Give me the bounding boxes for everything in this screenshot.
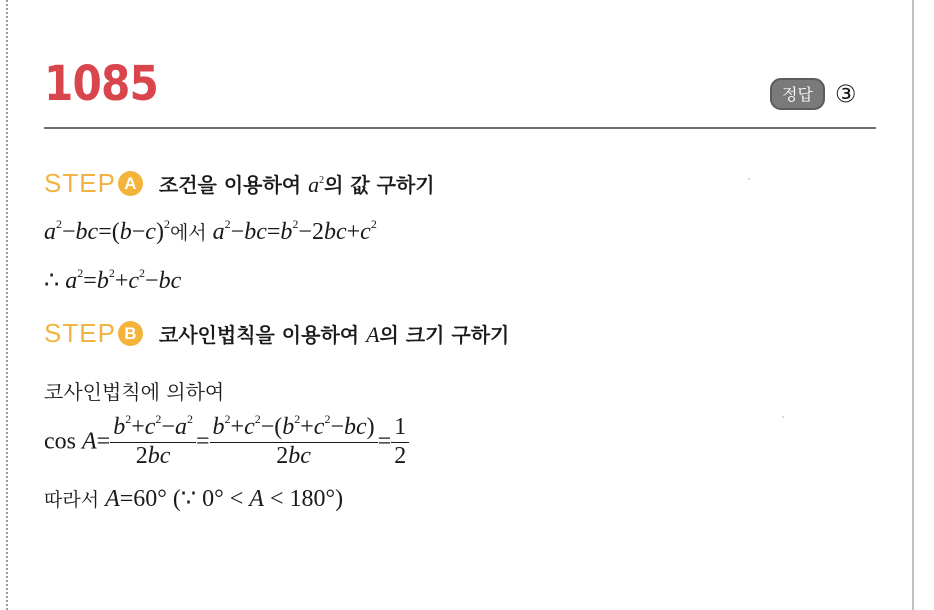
step-b-title-prefix: 코사인법칙을 이용하여 — [158, 323, 360, 347]
equation-line-2 — [44, 266, 181, 295]
answer-area — [770, 78, 856, 110]
left-margin-dotted-line — [6, 0, 8, 610]
step-a-label: STEP — [44, 168, 116, 198]
step-b-heading — [44, 318, 509, 349]
scan-speck — [782, 416, 784, 418]
answer-value: ③ — [834, 80, 857, 108]
step-a-title-exponent: 2 — [319, 175, 325, 186]
step-a-title-suffix: 의 값 구하기 — [324, 173, 435, 197]
fraction-2 — [210, 414, 378, 470]
fraction-3-denominator: 2 — [394, 442, 407, 469]
conclusion-korean: 따라서 — [44, 489, 100, 511]
result: A=60° — [105, 486, 167, 512]
conclusion-line — [44, 484, 343, 513]
fraction-1-denominator: 2bc — [135, 442, 171, 469]
eq1-korean: 에서 — [169, 222, 207, 244]
cos-lhs: cos A — [44, 428, 97, 455]
equation-line-1 — [44, 218, 377, 246]
eq2: $a^2=b^2+c^2-bc$ — [65, 266, 182, 294]
scan-speck — [748, 178, 750, 180]
step-b-label: STEP — [44, 318, 116, 348]
eq1-right: $a^2-bc=b^2-2bc+c^2$ — [212, 217, 377, 245]
cosine-equation: cos A= $\frac{b^2+c^2-a^2}{2bc}$ = $\frac{b^2+c^2-(b^2+c^2-bc)}{2bc}$ = $\frac{1}{2}$ — [44, 414, 409, 470]
step-b-circle-icon: B — [118, 321, 143, 346]
therefore-symbol: ∴ — [44, 268, 60, 294]
fraction-3 — [391, 414, 409, 470]
step-a-title-variable: a — [308, 172, 320, 197]
eq1-left: $a^2-bc=(b-c)^2$ — [44, 217, 170, 245]
page-right-edge — [912, 0, 914, 610]
step-b-title-variable: A — [366, 322, 380, 347]
step-a-title-prefix: 조건을 이용하여 — [158, 173, 302, 197]
because-symbol: ∵ — [180, 486, 197, 512]
step-b-title — [159, 319, 509, 348]
problem-number: 1085 — [44, 56, 159, 112]
step-a-heading — [44, 168, 435, 199]
reason: (∵ 0° < A < 180°) — [172, 486, 344, 512]
fraction-2-numerator: $b^2+c^2-(b^2+c^2-bc)$ — [210, 414, 378, 443]
cosine-law-text: 코사인법칙에 의하여 — [44, 380, 225, 404]
fraction-1 — [110, 414, 196, 470]
fraction-2-denominator: 2bc — [276, 442, 311, 469]
step-b-title-suffix: 의 크기 구하기 — [379, 323, 510, 347]
step-a-title — [159, 169, 435, 198]
header-divider — [44, 127, 876, 129]
answer-badge: 정답 — [770, 78, 825, 110]
step-a-circle-icon: A — [118, 171, 143, 196]
fraction-3-numerator: 1 — [391, 414, 409, 443]
fraction-1-numerator: $b^2+c^2-a^2$ — [110, 414, 196, 443]
